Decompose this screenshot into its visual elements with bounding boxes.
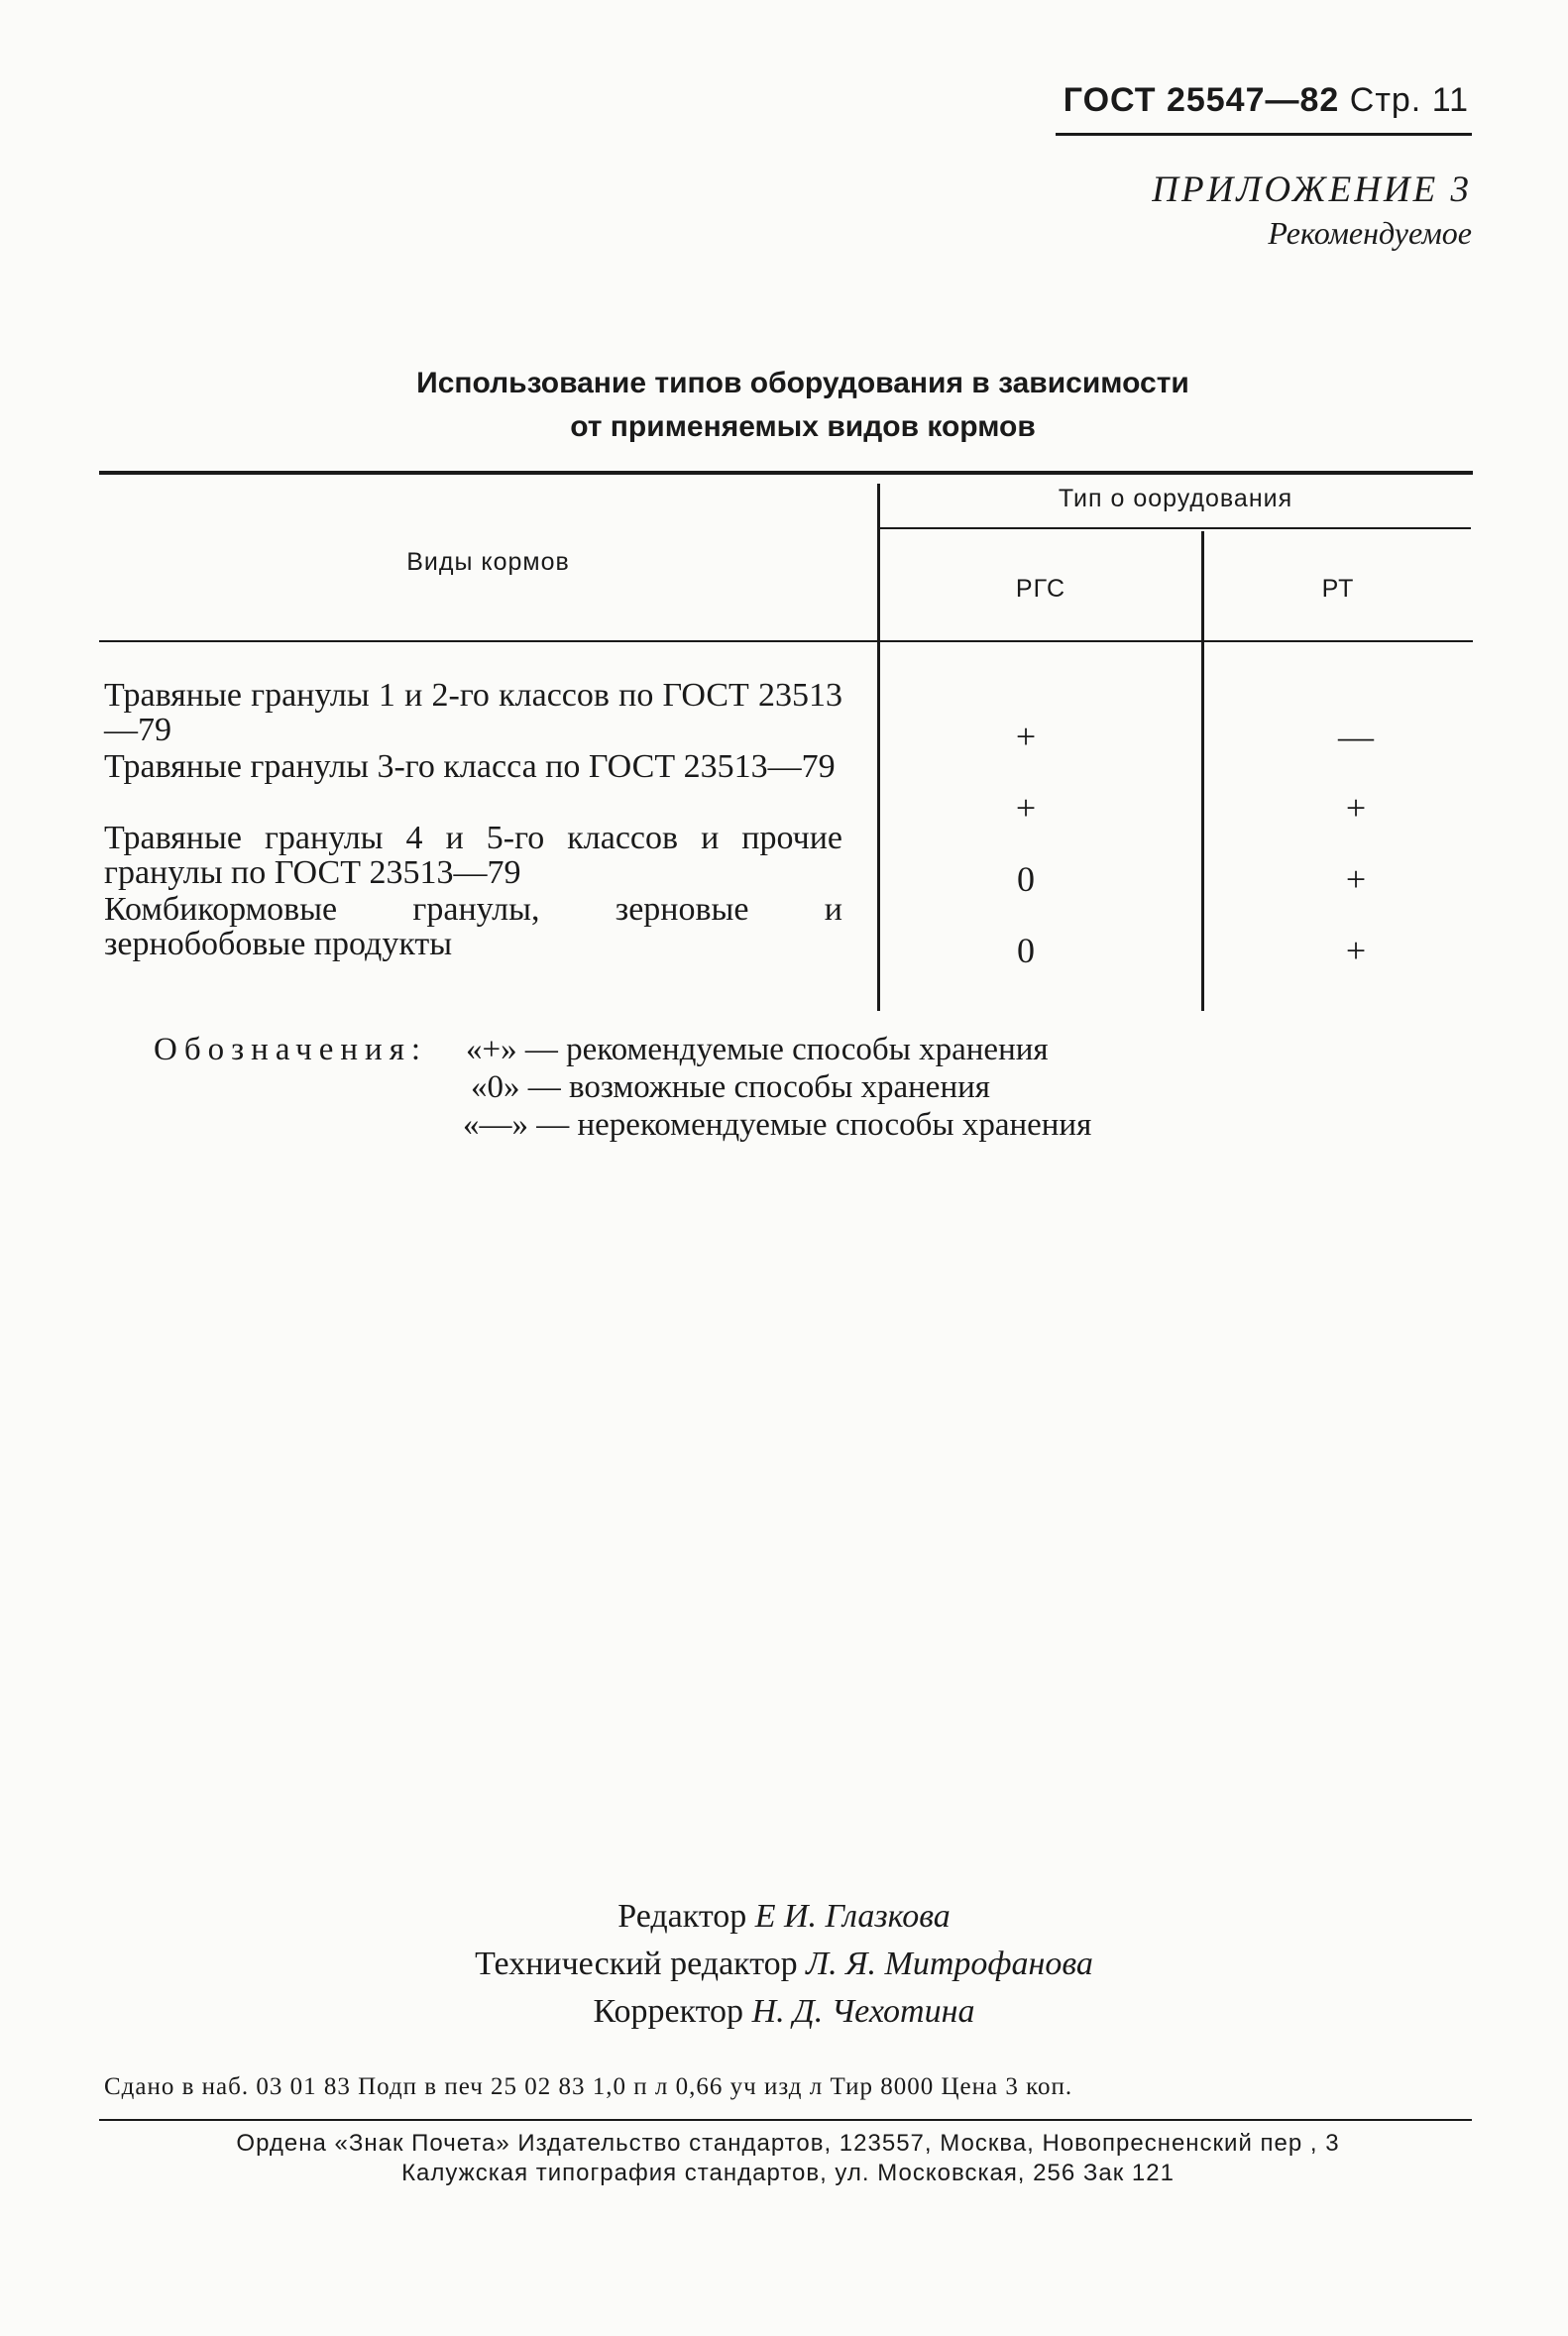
- credit-corrector: [0, 1988, 1568, 2036]
- rgs-mark: +: [1015, 788, 1037, 828]
- column-header-rgs: РГС: [1015, 575, 1066, 603]
- equipment-subheader-rule: [880, 527, 1471, 529]
- legend-heading: Обозначения:: [154, 1032, 428, 1067]
- credit-editor: [0, 1893, 1568, 1941]
- appendix-subtitle: Рекомендуемое: [1268, 215, 1472, 251]
- print-details: Сдано в наб. 03 01 83 Подп в печ 25 02 83 1,0 п л 0,66 уч изд л Тир 8000 Цена 3 коп.: [104, 2073, 1073, 2100]
- table-row: [104, 820, 1487, 899]
- page-header: [1064, 81, 1469, 120]
- rt-mark: +: [1345, 859, 1367, 899]
- tech-editor-role: Технический редактор: [475, 1946, 798, 1982]
- imprint-rule: [99, 2119, 1472, 2121]
- table-body: [104, 677, 1487, 970]
- column-header-rt: РТ: [1321, 575, 1355, 603]
- legend-line-not-recommended: «—» — нерекомендуемые способы хранения: [463, 1107, 1092, 1143]
- header-bottom-rule: [99, 640, 1473, 642]
- rt-mark: —: [1338, 717, 1374, 756]
- legend-line-recommended: «+» — рекомендуемые способы хранения: [466, 1032, 1049, 1067]
- legend-line-possible: «0» — возможные способы хранения: [471, 1069, 990, 1105]
- feed-type-label: Комбикормовые гранулы, зерновые и зернобобовые продукты: [104, 891, 842, 962]
- table-row: [104, 748, 1487, 828]
- document-title-line1: Использование типов оборудования в зависимости: [416, 367, 1189, 399]
- header-rule: [1056, 133, 1472, 136]
- credit-tech-editor: [0, 1941, 1568, 1988]
- publisher-line1: Ордена «Знак Почета» Издательство стандартов, 123557, Москва, Новопресненский пер , 3: [236, 2130, 1340, 2157]
- rt-mark: +: [1345, 788, 1367, 828]
- credits: [0, 1893, 1568, 2036]
- tech-editor-name: Л. Я. Митрофанова: [806, 1946, 1093, 1982]
- publisher-line2: Калужская типография стандартов, ул. Московская, 256 Зак 121: [401, 2160, 1175, 2186]
- feed-type-label: Травяные гранулы 1 и 2-го классов по ГОСТ 23513—79: [104, 677, 842, 748]
- page-number: Стр. 11: [1349, 81, 1469, 119]
- editor-name: Е И. Глазкова: [754, 1898, 951, 1935]
- table-row: [104, 677, 1487, 756]
- document-title: [99, 362, 1507, 449]
- column-header-feed-types: Виды кормов: [406, 548, 570, 576]
- document-title-line2: от применяемых видов кормов: [570, 410, 1036, 443]
- feed-type-label: Травяные гранулы 3-го класса по ГОСТ 23513—79: [104, 748, 836, 785]
- table-row: [104, 891, 1487, 970]
- appendix-title: ПРИЛОЖЕНИЕ 3: [1152, 169, 1472, 210]
- standard-number: ГОСТ 25547—82: [1063, 81, 1340, 119]
- editor-role: Редактор: [617, 1898, 747, 1935]
- feed-type-label: Травяные гранулы 4 и 5-го классов и прочие гранулы по ГОСТ 23513—79: [104, 820, 842, 891]
- rgs-mark: 0: [1017, 859, 1035, 899]
- rgs-mark: +: [1015, 717, 1037, 756]
- corrector-role: Корректор: [593, 1993, 744, 2030]
- corrector-name: Н. Д. Чехотина: [751, 1993, 975, 2030]
- appendix-block: [1152, 168, 1472, 252]
- column-header-equipment-type: Тип о оорудования: [1058, 485, 1293, 512]
- rgs-mark: 0: [1017, 931, 1035, 970]
- rt-mark: +: [1345, 931, 1367, 970]
- publisher-info: [104, 2129, 1472, 2188]
- table-top-rule: [99, 471, 1473, 475]
